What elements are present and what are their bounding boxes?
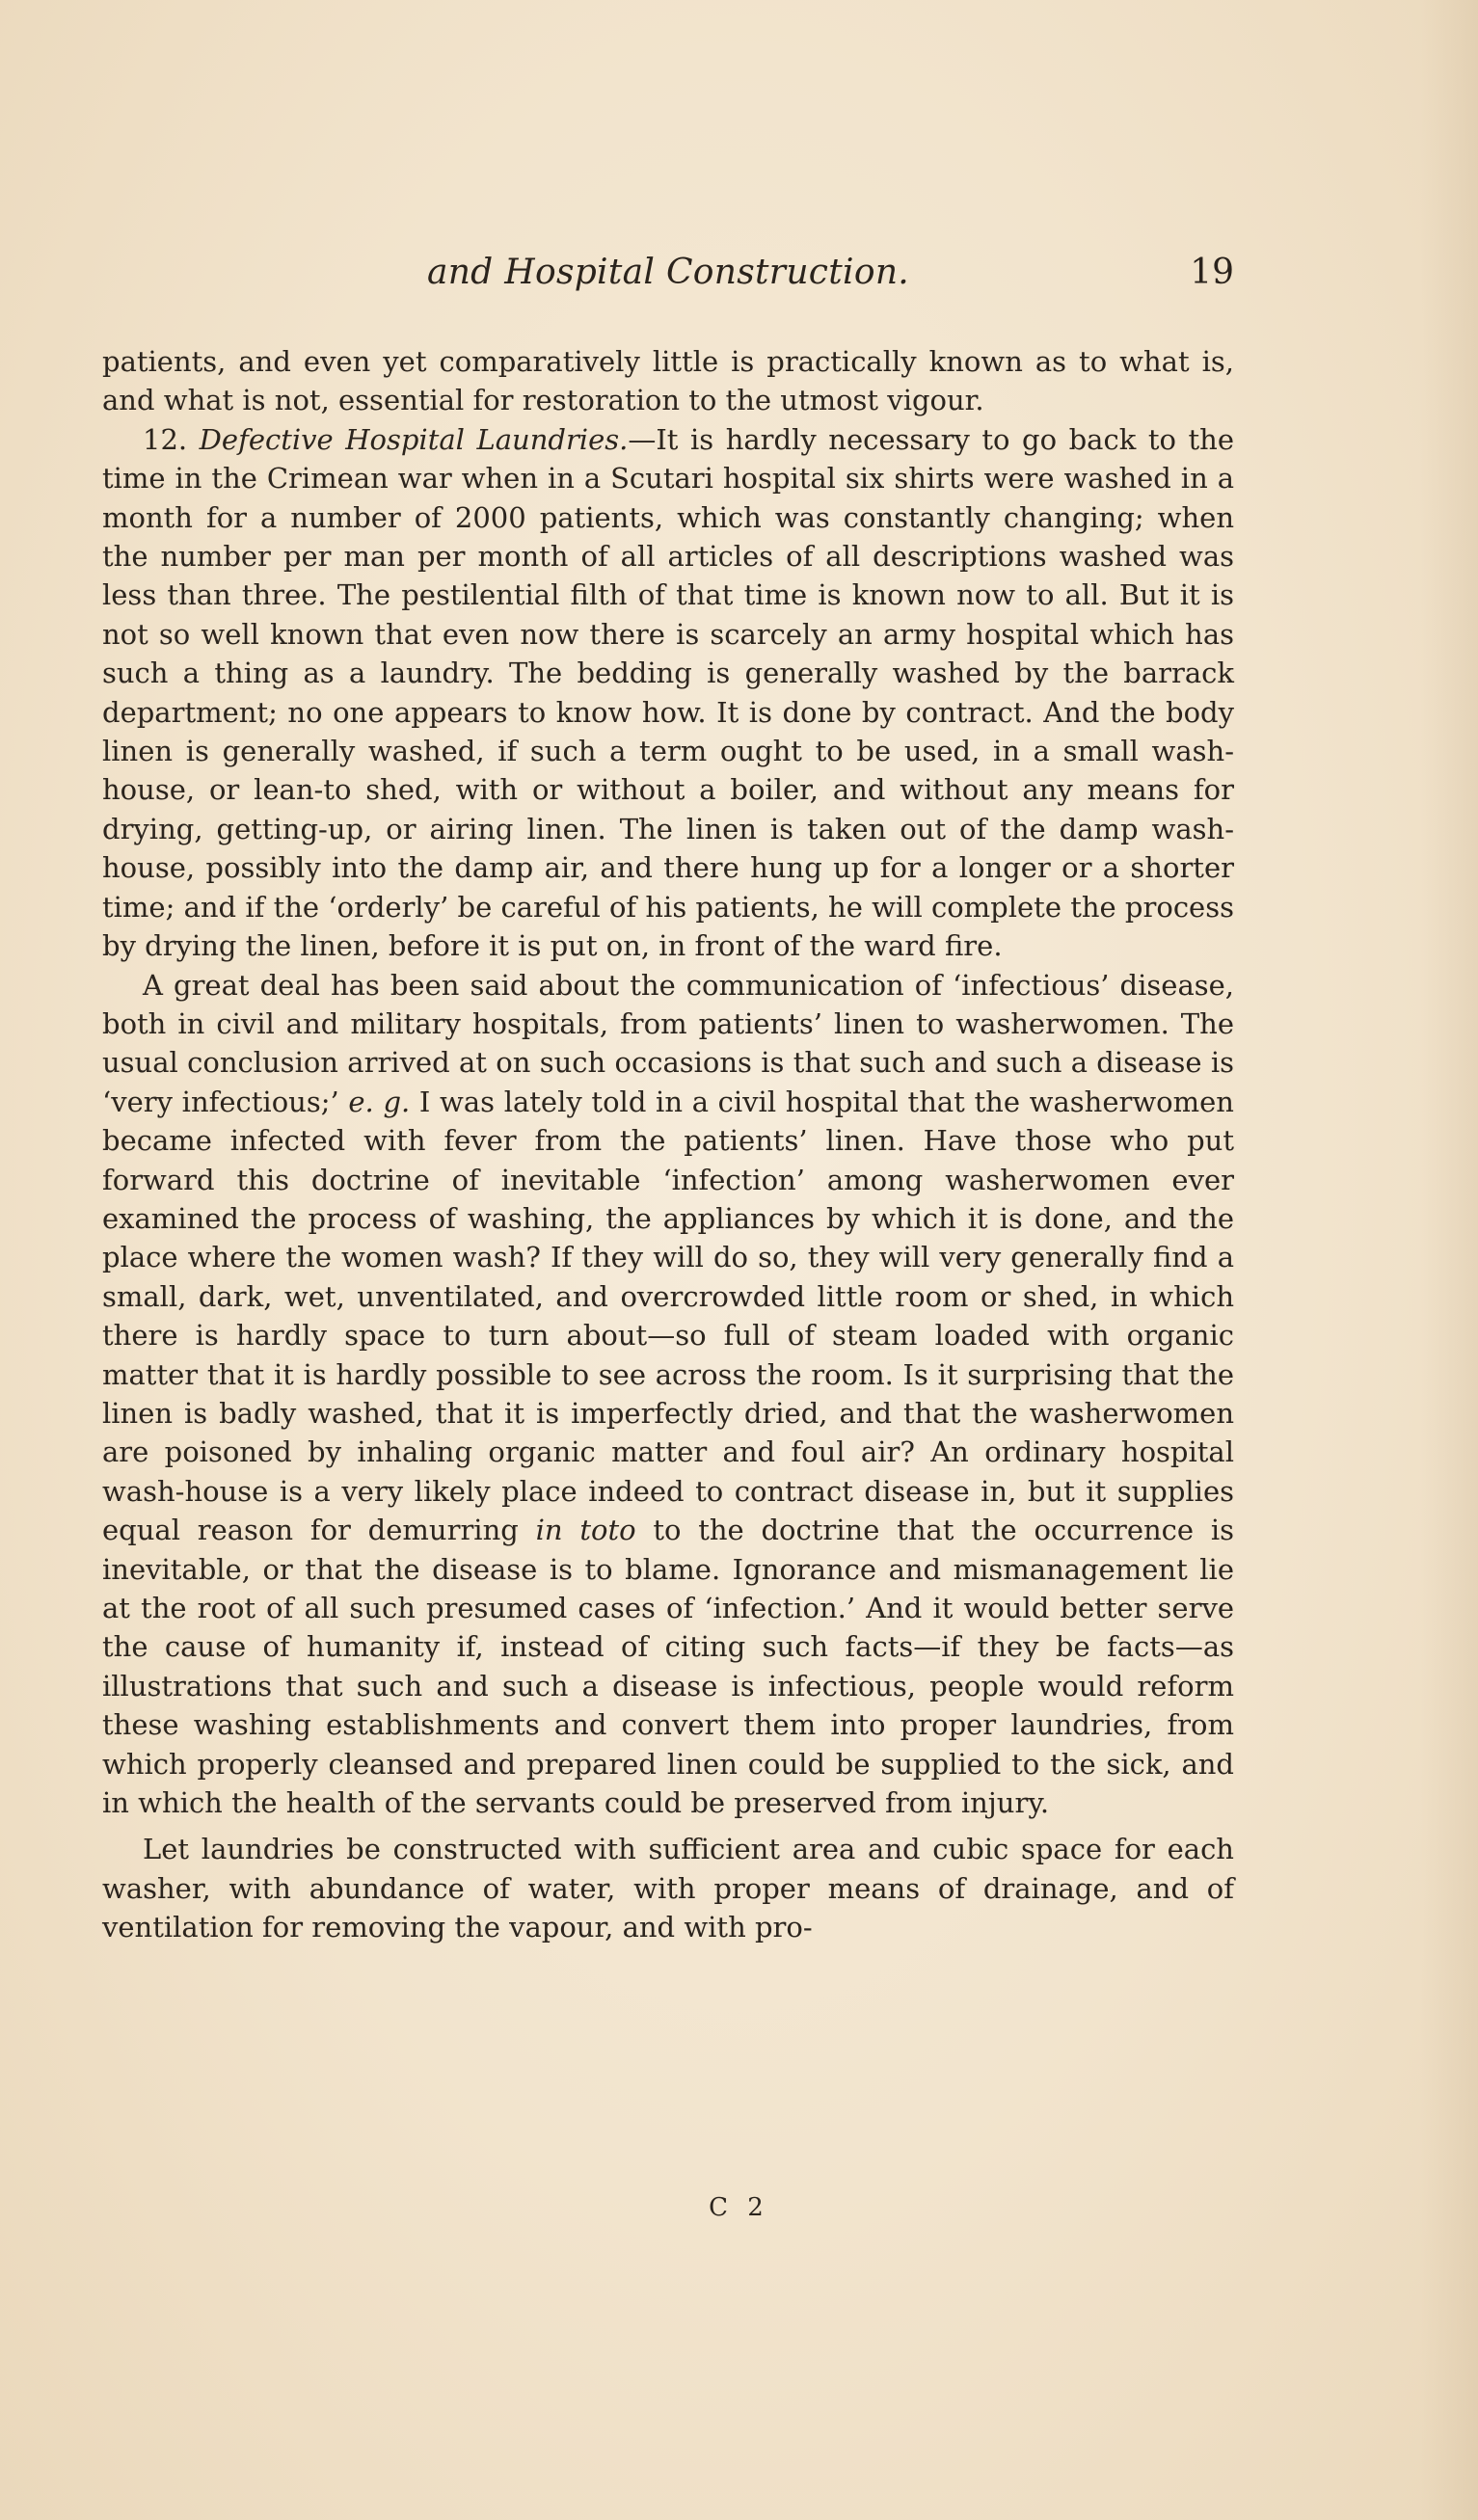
running-title: and Hospital Construction.	[426, 253, 910, 292]
paragraph-3-part2: I was lately told in a civil hospital that the washerwomen became infected with fever from the patients’ linen. Have those who put forward this doctrine of inevitable ‘infection’ among washerwomen ever examined the process of washing, the appliances by which it is done, and the place where the women wash? If they will do so, they will very generally find a small, dark, wet, unventilated, and overcrowded little room or shed, in which there is hardly space to turn about—so full of steam loaded with organic matter that it is hardly possible to see across the room. Is it surprising that the linen is badly washed, that it is imperfectly dried, and that the washerwomen are poisoned by inhaling organic matter and foul air? An ordinary hospital wash-house is a very likely place indeed to contract disease in, but it supplies equal reason for demurring	[102, 1085, 1234, 1547]
paragraph-3-part3: to the doctrine that the occurrence is inevitable, or that the disease is to blame. Ignorance and mismanagement lie at the root of all such presumed cases of ‘infection.’ And it would better serve the cause of humanity if, instead of citing such facts—if they be facts—as illustrations that such and such a disease is infectious, people would reform these washing establishments and convert them into proper laundries, from which properly cleansed and prepared linen could be supplied to the sick, and in which the health of the servants could be preserved from injury.	[102, 1514, 1234, 1820]
page-number: 19	[1190, 253, 1234, 292]
paragraph-4: Let laundries be constructed with sufficient area and cubic space for each washer, with abundance of water, with proper means of drainage, and of ventilation for removing the vapour, and with pro-	[102, 1833, 1234, 1944]
abbreviation-eg: e. g.	[348, 1085, 411, 1118]
paragraph-3	[102, 966, 1234, 1823]
latin-in-toto: in toto	[535, 1514, 636, 1547]
body-text	[102, 342, 1234, 1947]
running-head	[102, 253, 1234, 310]
section-title: Defective Hospital Laundries.	[199, 422, 629, 456]
paragraph-1: patients, and even yet comparatively little is practically known as to what is, and what is not, essential for restoration to the utmost vigour.	[102, 345, 1234, 417]
paragraph-3-part1: A great deal has been said about the communication of ‘infectious’ disease, both in civil and military hospitals, from patients’ linen to washerwomen. The usual conclusion arrived at on such occasions is that such and such a disease is ‘very infectious;’	[102, 968, 1234, 1118]
section-number: 12.	[143, 422, 188, 456]
paragraph-2	[102, 420, 1234, 966]
paragraph-2-text: —It is hardly necessary to go back to the time in the Crimean war when in a Scutari hospital six shirts were washed in a month for a number of 2000 patients, which was constantly changing; when the number per man per month of all articles of all descriptions washed was less than three. The pestilential filth of that time is known now to all. But it is not so well known that even now there is scarcely an army hospital which has such a thing as a laundry. The bedding is generally washed by the barrack department; no one appears to know how. It is done by contract. And the body linen is generally washed, if such a term ought to be used, in a small wash-house, or lean-to shed, with or without a boiler, and without any means for drying, getting-up, or airing linen. The linen is taken out of the damp wash-house, possibly into the damp air, and there hung up for a longer or a shorter time; and if the ‘orderly’ be careful of his patients, he will complete the process by drying the linen, before it is put on, in front of the ward fire.	[102, 422, 1234, 963]
page-spine-shadow	[1420, 0, 1478, 2520]
printer-signature-mark: C 2	[709, 2193, 769, 2222]
